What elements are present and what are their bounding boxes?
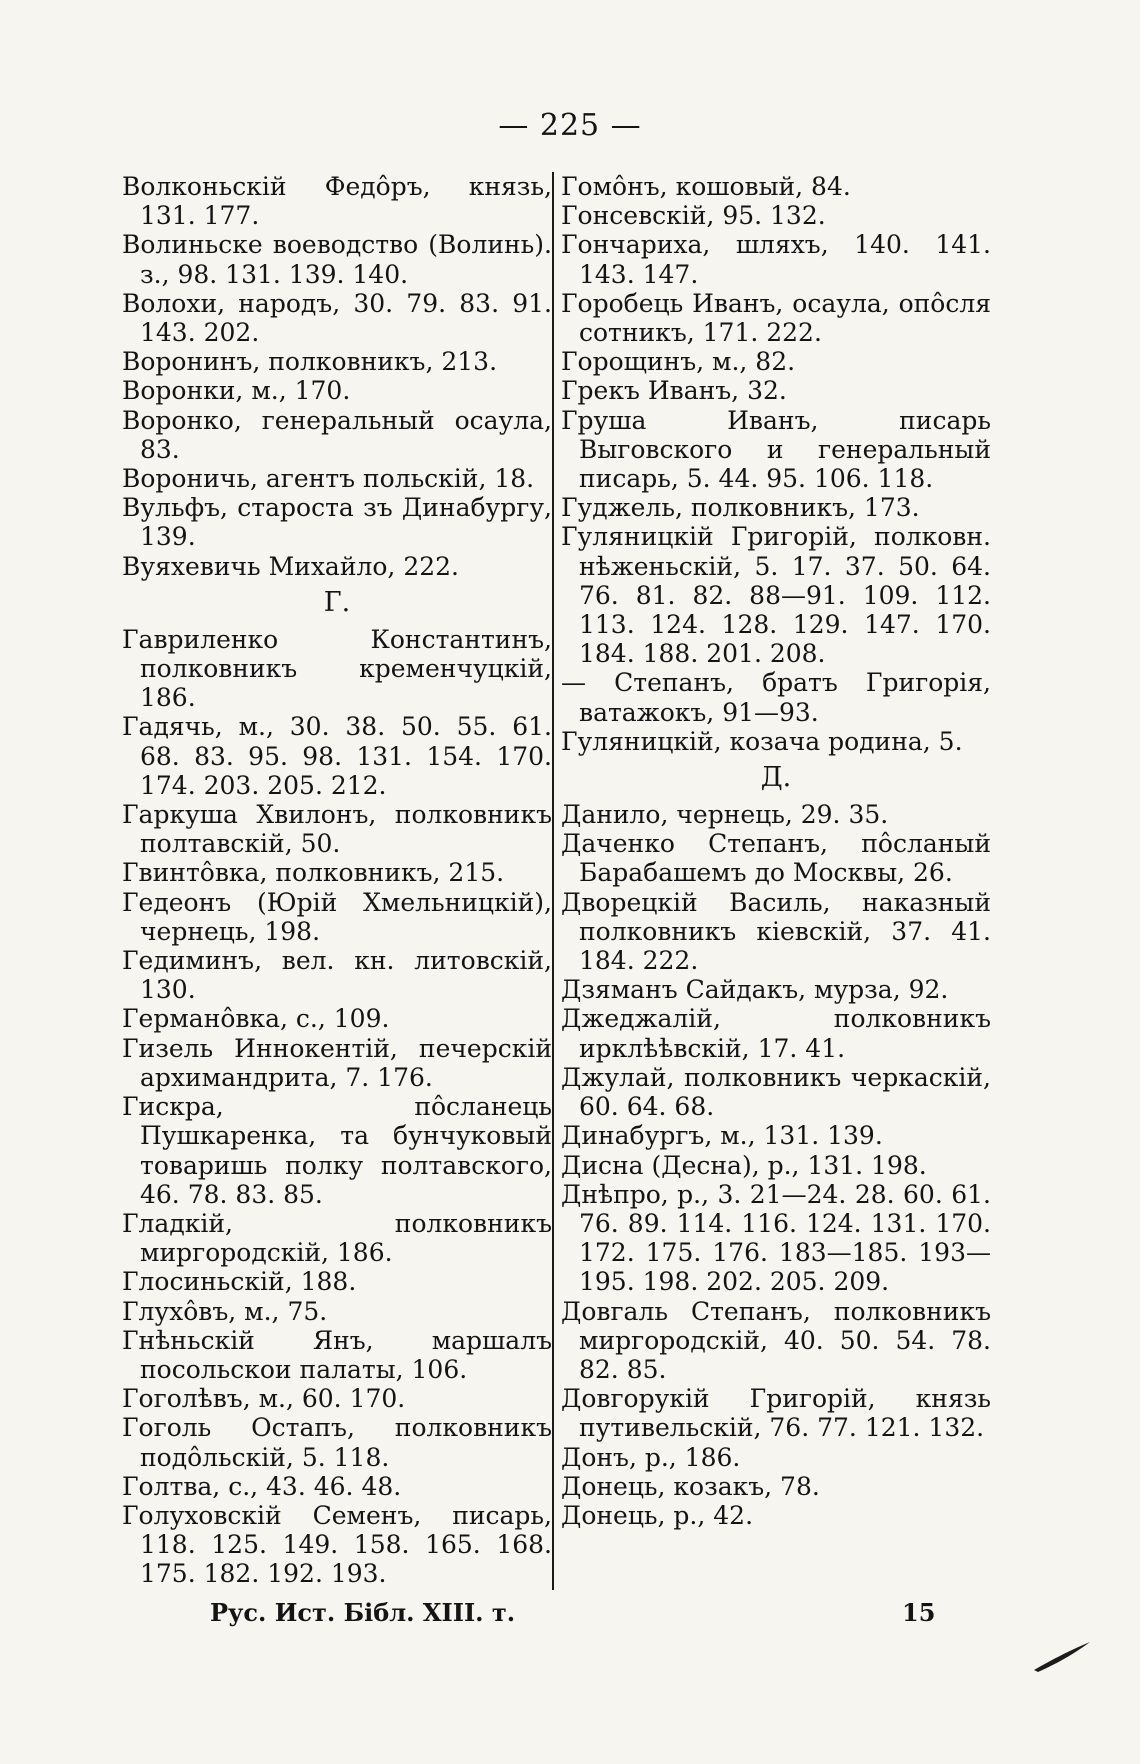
index-entry: Джеджалій, полковникъ ирклѣѣвскій, 17. 41.	[561, 1004, 991, 1063]
index-entry: Гоголѣвъ, м., 60. 170.	[122, 1384, 406, 1414]
index-entry: Воронинъ, полковникъ, 213.	[122, 347, 498, 377]
index-entry: Грекъ Иванъ, 32.	[561, 376, 787, 406]
index-entry: Днѣпро, р., 3. 21—24. 28. 60. 61. 76. 89. 114. 116. 124. 131. 170. 172. 175. 176. 183—185. 193—195. 198. 202. 205. 209.	[561, 1179, 991, 1297]
index-entry: Вульфъ, староста зъ Динабургу, 139.	[122, 493, 552, 552]
index-entry: Дзяманъ Сайдакъ, мурза, 92.	[561, 975, 949, 1005]
index-entry: Джулай, полковникъ черкаскій, 60. 64. 68.	[561, 1062, 991, 1122]
index-entry: Воронко, генеральный осаула, 83.	[122, 405, 552, 464]
index-column-right	[561, 172, 991, 1530]
index-entry: — Степанъ, братъ Григорія, ватажокъ, 91—93.	[561, 668, 991, 727]
index-entry: Довгаль Степанъ, полковникъ миргородскій, 40. 50. 54. 78. 82. 85.	[561, 1296, 991, 1384]
index-entry: Гонсевскій, 95. 132.	[561, 201, 826, 231]
entries-group	[122, 172, 552, 581]
section-letter: Д.	[760, 762, 792, 794]
index-entry: Гладкій, полковникъ миргородскій, 186.	[122, 1208, 552, 1268]
index-entry: Гомôнъ, кошовый, 84.	[561, 172, 851, 201]
index-entry: Горощинъ, м., 82.	[561, 347, 796, 377]
ink-stroke-mark	[1030, 1636, 1094, 1676]
footer-sheet-number: 15	[902, 1598, 936, 1627]
index-entry: Гуляницкій, козача родина, 5.	[561, 726, 963, 756]
index-entry: Гвинтôвка, полковникъ, 215.	[122, 858, 505, 888]
index-entry: Дворецкій Василь, наказный полковникъ кіевскій, 37. 41. 184. 222.	[561, 887, 991, 976]
index-entry: Гаркуша Хвилонъ, полковникъ полтавскій, 50.	[122, 800, 552, 859]
section-letter: Г.	[323, 586, 351, 618]
index-entry: Гоголь Остапъ, полковникъ подôльскій, 5. 118.	[122, 1413, 552, 1472]
page-number: — 225 —	[498, 108, 642, 143]
index-entry: Гончариха, шляхъ, 140. 141. 143. 147.	[561, 230, 991, 289]
index-entry: Волиньске воеводство (Волинь). з., 98. 131. 139. 140.	[122, 230, 552, 289]
index-entry: Глухôвъ, м., 75.	[122, 1296, 328, 1326]
entries-group	[122, 625, 552, 1589]
index-entry: Динабургъ, м., 131. 139.	[561, 1121, 883, 1151]
index-entry: Голтва, с., 43. 46. 48.	[122, 1471, 402, 1501]
index-entry: Германôвка, с., 109.	[122, 1004, 390, 1034]
index-entry: Глосиньскій, 188.	[122, 1267, 357, 1297]
index-entry: Гедиминъ, вел. кн. литовскій, 130.	[122, 946, 552, 1005]
footer-signature: Рус. Ист. Бібл. XIII. т.	[210, 1598, 516, 1627]
index-entry: Гуляницкій Григорій, полковн. нѣженьскій, 5. 17. 37. 50. 64. 76. 81. 82. 88—91. 109. 112. 113. 124. 128. 129. 147. 170. 184. 188. 201. 208.	[561, 522, 991, 669]
index-entry: Данило, чернець, 29. 35.	[561, 800, 889, 830]
entries-group	[561, 172, 991, 756]
index-entry: Гадячь, м., 30. 38. 50. 55. 61. 68. 83. 95. 98. 131. 154. 170. 174. 203. 205. 212.	[122, 712, 552, 800]
index-entry: Гуджель, полковникъ, 173.	[561, 493, 920, 523]
index-entry: Даченко Степанъ, пôсланый Барабашемъ до Москвы, 26.	[561, 829, 991, 888]
index-entry: Груша Иванъ, писарь Выговского и генеральный писарь, 5. 44. 95. 106. 118.	[561, 405, 991, 494]
index-entry: Гнѣньскій Янъ, маршалъ посольскои палаты, 106.	[122, 1325, 552, 1384]
index-entry: Донець, козакъ, 78.	[561, 1471, 820, 1501]
index-entry: Гискра, пôсланець Пушкаренка, та бунчуковый товаришь полку полтавского, 46. 78. 83. 85.	[122, 1092, 552, 1209]
index-entry: Волохи, народъ, 30. 79. 83. 91. 143. 202.	[122, 288, 552, 348]
index-entry: Довгорукій Григорій, князь путивельскій, 76. 77. 121. 132.	[561, 1384, 991, 1443]
index-entry: Гавриленко Константинъ, полковникъ кременчуцкій, 186.	[122, 624, 552, 713]
index-entry: Дисна (Десна), р., 131. 198.	[561, 1150, 927, 1180]
index-entry: Волконьскій Федôръ, князь, 131. 177.	[122, 172, 552, 231]
index-entry: Воронки, м., 170.	[122, 376, 351, 406]
entries-group	[561, 800, 991, 1530]
index-entry: Вуяхевичь Михайло, 222.	[122, 551, 459, 581]
index-entry: Донець, р., 42.	[561, 1500, 754, 1530]
column-divider	[552, 172, 554, 1590]
index-entry: Гизель Иннокентій, печерскій архимандрита, 7. 176.	[122, 1033, 552, 1092]
index-entry: Гедеонъ (Юрій Хмельницкій), чернець, 198.	[122, 887, 552, 946]
index-entry: Вороничь, агентъ польскій, 18.	[122, 464, 535, 494]
index-entry: Донъ, р., 186.	[561, 1442, 741, 1472]
index-entry: Горобець Иванъ, осаула, опôсля сотникъ, 171. 222.	[561, 288, 991, 348]
index-entry: Голуховскій Семенъ, писарь, 118. 125. 149. 158. 165. 168. 175. 182. 192. 193.	[122, 1500, 552, 1589]
index-column-left	[122, 172, 552, 1589]
